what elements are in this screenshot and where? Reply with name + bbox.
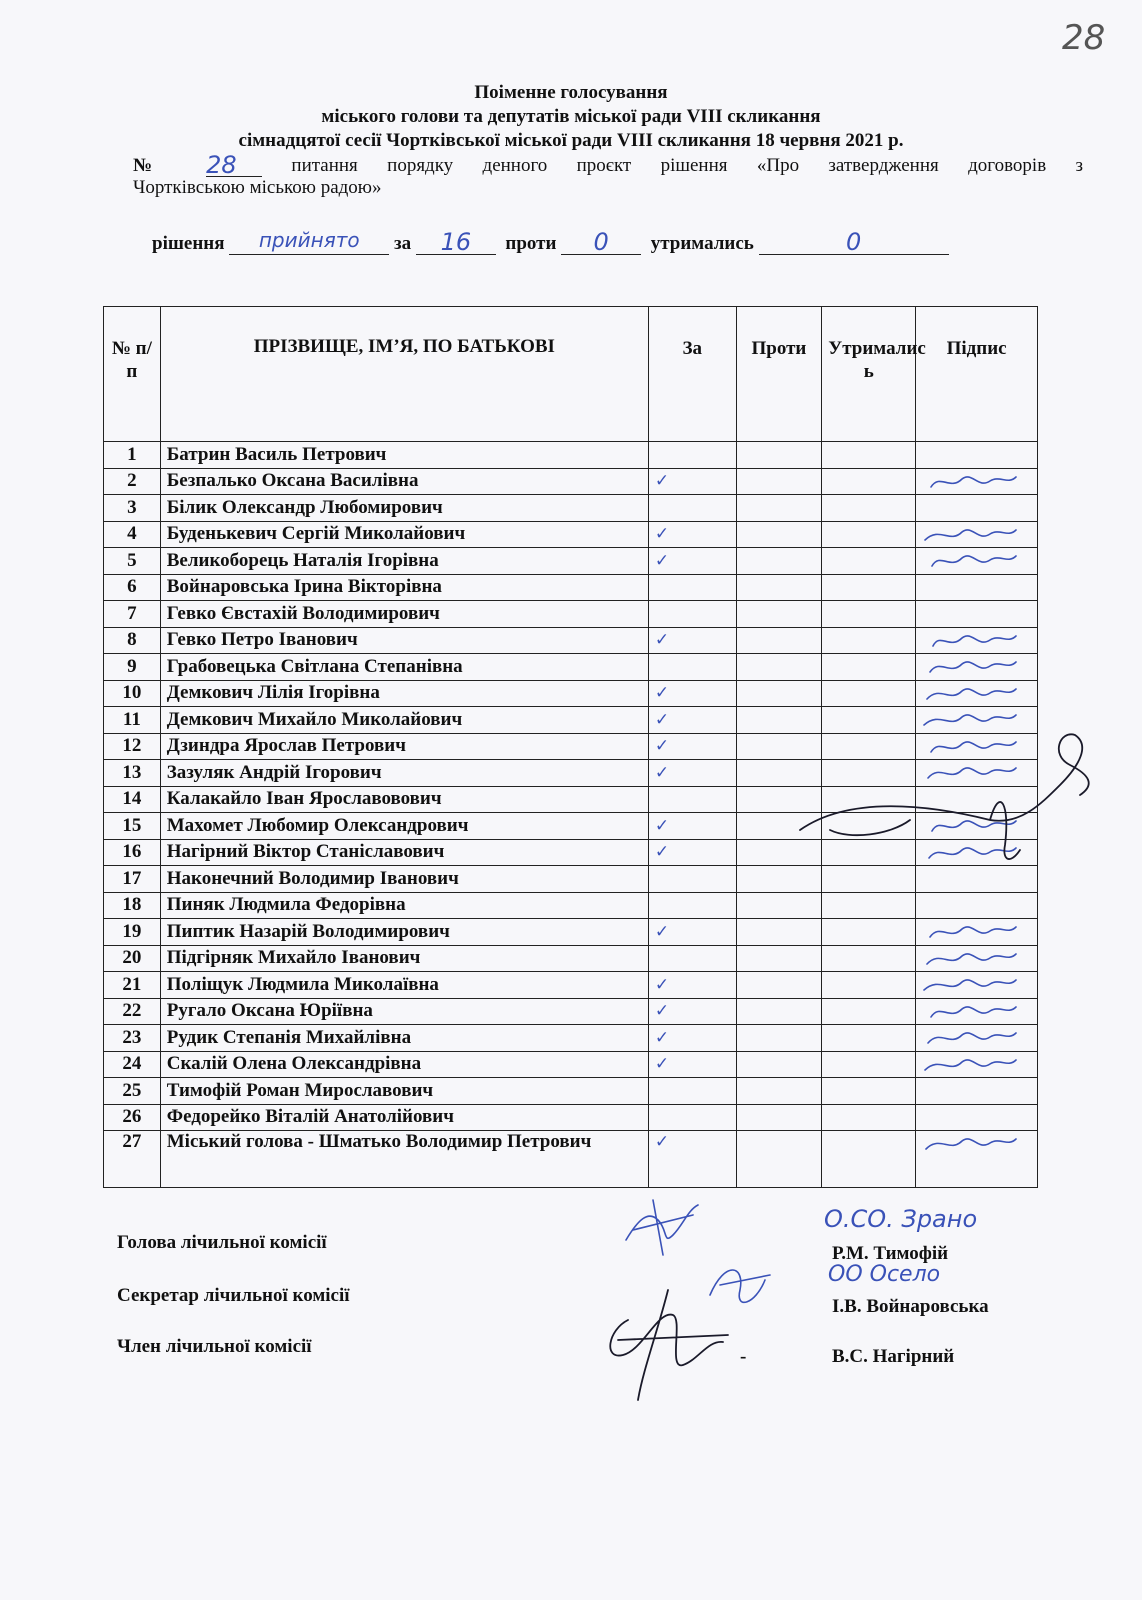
- signature-icon: [920, 921, 1020, 943]
- table-row: [104, 972, 1038, 999]
- row-number: 4: [104, 521, 161, 548]
- row-number: 9: [104, 654, 161, 681]
- table-row: [104, 1051, 1038, 1078]
- decision-value: прийнято: [229, 228, 389, 255]
- row-vote-abstained: [822, 654, 916, 681]
- row-vote-for: [648, 760, 736, 787]
- question-prefix: №: [133, 155, 177, 176]
- row-vote-abstained: [822, 919, 916, 946]
- member-signature-icon: [598, 1270, 748, 1420]
- signature-icon: [920, 1001, 1020, 1023]
- table-row: [104, 892, 1038, 919]
- question-block: [133, 151, 1084, 199]
- checkmark-icon: ✓: [654, 1054, 670, 1075]
- row-vote-abstained: [822, 1104, 916, 1131]
- row-vote-for: [648, 495, 736, 522]
- row-vote-against: [736, 627, 822, 654]
- row-name: Гевко Петро Іванович: [160, 627, 648, 654]
- row-vote-for: [648, 601, 736, 628]
- row-vote-for: [648, 1131, 736, 1188]
- row-name: Поліщук Людмила Миколаївна: [160, 972, 648, 999]
- secretary-name: І.В. Войнаровська: [832, 1296, 989, 1317]
- chair-handwritten-note: О.СО. Зрано: [824, 1205, 978, 1233]
- row-name: Демкович Лілія Ігорівна: [160, 680, 648, 707]
- signature-icon: [920, 471, 1020, 493]
- document-subtitle-2: сімнадцятої сесії Чортківської міської ради VIII скликання 18 червня 2021 р.: [238, 130, 904, 151]
- row-signature: [916, 1025, 1038, 1052]
- row-name: Гевко Євстахій Володимирович: [160, 601, 648, 628]
- checkmark-icon: ✓: [654, 1132, 670, 1152]
- secretary-handwritten-note: ОО Осело: [828, 1262, 941, 1287]
- row-name: Безпалько Оксана Василівна: [160, 468, 648, 495]
- table-row: [104, 521, 1038, 548]
- row-signature: [916, 1051, 1038, 1078]
- table-row: [104, 442, 1038, 469]
- abstained-label: утрималис: [650, 233, 744, 254]
- table-header-row: [104, 307, 1038, 442]
- row-vote-for: [648, 654, 736, 681]
- row-vote-against: [736, 945, 822, 972]
- row-vote-against: [736, 919, 822, 946]
- row-vote-against: [736, 998, 822, 1025]
- document-title: Поіменне голосування: [474, 82, 668, 103]
- row-number: 14: [104, 786, 161, 813]
- table-row: [104, 574, 1038, 601]
- secretary-label: Секретар лічильної комісії: [117, 1285, 350, 1306]
- row-number: 5: [104, 548, 161, 575]
- row-signature: [916, 468, 1038, 495]
- checkmark-icon: ✓: [654, 683, 670, 704]
- row-vote-against: [736, 574, 822, 601]
- row-vote-against: [736, 548, 822, 575]
- row-vote-against: [736, 521, 822, 548]
- row-vote-for: [648, 707, 736, 734]
- table-row: [104, 680, 1038, 707]
- signature-icon: [920, 683, 1020, 705]
- header-for: За: [648, 307, 736, 442]
- row-vote-against: [736, 1078, 822, 1105]
- row-name: Підгірняк Михайло Іванович: [160, 945, 648, 972]
- checkmark-icon: ✓: [654, 471, 670, 492]
- table-row: [104, 601, 1038, 628]
- row-number: 11: [104, 707, 161, 734]
- table-row: [104, 627, 1038, 654]
- vote-result: [152, 228, 949, 255]
- question-line-1: [133, 151, 1084, 179]
- row-vote-abstained: [822, 892, 916, 919]
- row-number: 15: [104, 813, 161, 840]
- table-row: [104, 1078, 1038, 1105]
- row-vote-for: [648, 442, 736, 469]
- row-name: Грабовецька Світлана Степанівна: [160, 654, 648, 681]
- row-name: Пиптик Назарій Володимирович: [160, 919, 648, 946]
- checkmark-icon: ✓: [654, 550, 670, 571]
- row-signature: [916, 574, 1038, 601]
- row-name: Батрин Василь Петрович: [160, 442, 648, 469]
- row-vote-for: [648, 468, 736, 495]
- table-row: [104, 654, 1038, 681]
- row-name: Зазуляк Андрій Ігорович: [160, 760, 648, 787]
- checkmark-icon: ✓: [654, 762, 670, 783]
- row-vote-for: [648, 1025, 736, 1052]
- abstained-label-suffix: ь: [743, 233, 754, 254]
- row-vote-abstained: [822, 442, 916, 469]
- row-name: Ругало Оксана Юріївна: [160, 998, 648, 1025]
- row-vote-for: [648, 866, 736, 893]
- row-vote-for: [648, 548, 736, 575]
- row-vote-abstained: [822, 1025, 916, 1052]
- row-number: 27: [104, 1131, 161, 1188]
- row-vote-for: [648, 945, 736, 972]
- question-number: 28: [206, 154, 262, 177]
- row-signature: [916, 945, 1038, 972]
- table-row: [104, 1131, 1038, 1188]
- row-signature: [916, 627, 1038, 654]
- checkmark-icon: ✓: [654, 921, 670, 942]
- row-signature: [916, 548, 1038, 575]
- row-number: 19: [104, 919, 161, 946]
- chair-label: Голова лічильної комісії: [117, 1232, 327, 1253]
- row-number: 26: [104, 1104, 161, 1131]
- row-number: 12: [104, 733, 161, 760]
- for-label: за: [394, 233, 412, 254]
- member-name: В.С. Нагірний: [832, 1346, 955, 1367]
- table-row: [104, 945, 1038, 972]
- against-label: проти: [505, 233, 557, 254]
- row-vote-abstained: [822, 972, 916, 999]
- member-label: Член лічильної комісії: [117, 1336, 312, 1357]
- row-number: 1: [104, 442, 161, 469]
- row-name: Нагірний Віктор Станіславович: [160, 839, 648, 866]
- row-signature: [916, 919, 1038, 946]
- row-vote-against: [736, 1025, 822, 1052]
- decision-label: рішення: [152, 233, 225, 254]
- row-vote-for: [648, 521, 736, 548]
- row-name: Наконечний Володимир Іванович: [160, 866, 648, 893]
- row-name: Махомет Любомир Олександрович: [160, 813, 648, 840]
- row-vote-abstained: [822, 601, 916, 628]
- row-name: Міський голова - Шматько Володимир Петрович: [160, 1131, 648, 1188]
- checkmark-icon: ✓: [654, 1001, 670, 1022]
- row-signature: [916, 1104, 1038, 1131]
- question-line-2: Чортківською міською радою»: [133, 177, 382, 198]
- member-dash: -: [740, 1346, 747, 1367]
- signature-icon: [920, 630, 1020, 652]
- table-row: [104, 998, 1038, 1025]
- table-row: [104, 468, 1038, 495]
- row-vote-abstained: [822, 1078, 916, 1105]
- header-name: ПРІЗВИЩЕ, ІМ’Я, ПО БАТЬКОВІ: [160, 307, 648, 442]
- checkmark-icon: ✓: [654, 1027, 670, 1048]
- row-number: 20: [104, 945, 161, 972]
- row-vote-for: [648, 1104, 736, 1131]
- row-vote-abstained: [822, 468, 916, 495]
- row-signature: [916, 442, 1038, 469]
- row-vote-abstained: [822, 495, 916, 522]
- signature-icon: [920, 550, 1020, 572]
- row-signature: [916, 1131, 1038, 1188]
- signature-icon: [920, 1054, 1020, 1076]
- row-vote-for: [648, 972, 736, 999]
- row-vote-abstained: [822, 680, 916, 707]
- question-text: питання порядку денного проєкт рішення «Про затвердження договорів з: [291, 155, 1084, 176]
- row-name: Дзиндра Ярослав Петрович: [160, 733, 648, 760]
- row-number: 2: [104, 468, 161, 495]
- row-vote-abstained: [822, 521, 916, 548]
- row-signature: [916, 972, 1038, 999]
- page-number: 28: [1062, 18, 1106, 58]
- row-vote-abstained: [822, 1051, 916, 1078]
- checkmark-icon: ✓: [654, 736, 670, 757]
- row-name: Демкович Михайло Миколайович: [160, 707, 648, 734]
- document-subtitle-1: міського голови та депутатів міської ради VIII скликання: [321, 106, 821, 127]
- row-number: 7: [104, 601, 161, 628]
- for-value: 16: [416, 228, 496, 255]
- table-row: [104, 1025, 1038, 1052]
- row-signature: [916, 998, 1038, 1025]
- signature-icon: [920, 1133, 1020, 1155]
- row-signature: [916, 1078, 1038, 1105]
- row-vote-for: [648, 1078, 736, 1105]
- row-number: 3: [104, 495, 161, 522]
- row-vote-against: [736, 495, 822, 522]
- checkmark-icon: ✓: [654, 815, 670, 836]
- row-name: Білик Олександр Любомирович: [160, 495, 648, 522]
- row-name: Буденькевич Сергій Миколайович: [160, 521, 648, 548]
- row-vote-for: [648, 919, 736, 946]
- row-vote-against: [736, 468, 822, 495]
- row-vote-for: [648, 574, 736, 601]
- row-name: Великоборець Наталія Ігорівна: [160, 548, 648, 575]
- row-number: 10: [104, 680, 161, 707]
- row-number: 25: [104, 1078, 161, 1105]
- table-row: [104, 1104, 1038, 1131]
- row-vote-abstained: [822, 945, 916, 972]
- row-vote-abstained: [822, 998, 916, 1025]
- row-name: Скалій Олена Олександрівна: [160, 1051, 648, 1078]
- header-num: № п/п: [104, 307, 161, 442]
- row-number: 24: [104, 1051, 161, 1078]
- row-vote-for: [648, 998, 736, 1025]
- header-against: Проти: [736, 307, 822, 442]
- row-vote-against: [736, 1131, 822, 1188]
- signature-icon: [920, 524, 1020, 546]
- row-name: Федорейко Віталій Анатолійович: [160, 1104, 648, 1131]
- against-value: 0: [561, 228, 641, 255]
- chair-signature-icon: [618, 1180, 708, 1260]
- row-vote-for: [648, 892, 736, 919]
- signature-icon: [920, 656, 1020, 678]
- row-number: 8: [104, 627, 161, 654]
- row-vote-abstained: [822, 548, 916, 575]
- row-vote-abstained: [822, 627, 916, 654]
- chair-name: Р.М. Тимофій: [832, 1243, 949, 1264]
- row-number: 6: [104, 574, 161, 601]
- row-vote-for: [648, 1051, 736, 1078]
- signature-icon: [920, 1027, 1020, 1049]
- header-signature: Підпис: [916, 307, 1038, 442]
- signature-icon: [920, 948, 1020, 970]
- checkmark-icon: ✓: [654, 630, 670, 651]
- row-vote-for: [648, 733, 736, 760]
- signature-icon: [920, 974, 1020, 996]
- checkmark-icon: ✓: [654, 709, 670, 730]
- large-signature-icon: [790, 725, 1100, 875]
- row-vote-against: [736, 1051, 822, 1078]
- header-abstained: Утрималис ь: [822, 307, 916, 442]
- row-vote-against: [736, 680, 822, 707]
- row-number: 23: [104, 1025, 161, 1052]
- row-number: 18: [104, 892, 161, 919]
- row-name: Тимофій Роман Мирославович: [160, 1078, 648, 1105]
- row-number: 22: [104, 998, 161, 1025]
- row-vote-against: [736, 1104, 822, 1131]
- abstained-value: 0: [759, 228, 949, 255]
- row-vote-against: [736, 892, 822, 919]
- row-vote-for: [648, 786, 736, 813]
- row-signature: [916, 892, 1038, 919]
- checkmark-icon: ✓: [654, 524, 670, 545]
- row-vote-for: [648, 627, 736, 654]
- row-vote-against: [736, 972, 822, 999]
- row-number: 13: [104, 760, 161, 787]
- row-vote-abstained: [822, 1131, 916, 1188]
- checkmark-icon: ✓: [654, 974, 670, 995]
- table-row: [104, 919, 1038, 946]
- row-name: Рудик Степанія Михайлівна: [160, 1025, 648, 1052]
- row-name: Пиняк Людмила Федорівна: [160, 892, 648, 919]
- row-vote-for: [648, 813, 736, 840]
- row-vote-against: [736, 601, 822, 628]
- row-vote-abstained: [822, 574, 916, 601]
- row-vote-against: [736, 442, 822, 469]
- row-number: 21: [104, 972, 161, 999]
- row-vote-for: [648, 839, 736, 866]
- table-row: [104, 495, 1038, 522]
- row-number: 16: [104, 839, 161, 866]
- row-signature: [916, 495, 1038, 522]
- row-name: Калакайло Іван Ярославовович: [160, 786, 648, 813]
- table-row: [104, 548, 1038, 575]
- row-signature: [916, 680, 1038, 707]
- row-name: Войнаровська Ірина Вікторівна: [160, 574, 648, 601]
- row-signature: [916, 654, 1038, 681]
- row-signature: [916, 601, 1038, 628]
- checkmark-icon: ✓: [654, 842, 670, 863]
- row-signature: [916, 521, 1038, 548]
- row-vote-for: [648, 680, 736, 707]
- row-number: 17: [104, 866, 161, 893]
- row-vote-against: [736, 654, 822, 681]
